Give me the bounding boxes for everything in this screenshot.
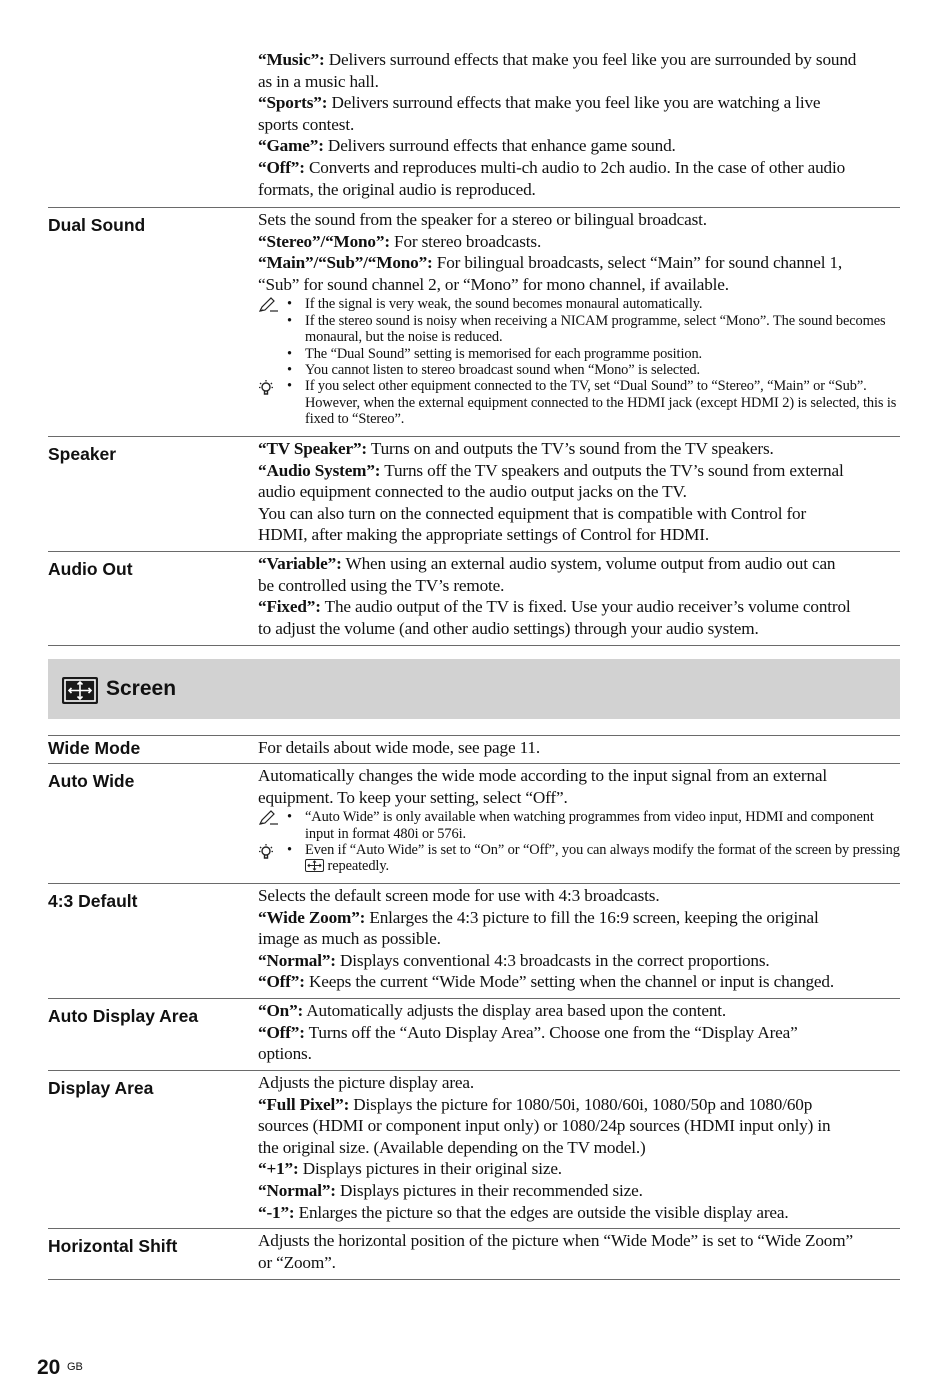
note-item: • If you select other equipment connected to the TV, set “Dual Sound” to “Stereo”, “Main” or “Sub”. However, when the external equipment connected to the HDMI jack (except HDMI 2) is selected, this is fixed to “Stereo”. (287, 378, 897, 428)
wide-mode-body (258, 737, 900, 759)
text-line: “Off”: Turns off the “Auto Display Area”. Choose one from the “Display Area” (258, 1022, 798, 1042)
horizontal-shift-label: Horizontal Shift (48, 1236, 178, 1256)
text-line: “Full Pixel”: Displays the picture for 1080/50i, 1080/60i, 1080/50p and 1080/60p (258, 1094, 813, 1114)
page-region-suffix: GB (67, 1361, 83, 1373)
section-display-area (48, 1070, 900, 1228)
dual-sound-tips (258, 378, 900, 427)
screen-section-title: Screen (106, 677, 177, 700)
wide-mode-text (258, 737, 900, 759)
note-item: • The “Dual Sound” setting is memorised for each programme position. (287, 345, 703, 362)
text-line: the original size. (Available depending on the TV model.) (258, 1137, 646, 1157)
text-line: be controlled using the TV’s remote. (258, 575, 505, 595)
text-line: formats, the original audio is reproduced. (258, 179, 536, 199)
text-line: “Wide Zoom”: Enlarges the 4:3 picture to fill the 16:9 screen, keeping the original (258, 907, 819, 927)
note-item: • If the signal is very weak, the sound becomes monaural automatically. (287, 296, 703, 313)
note-item: • You cannot listen to stereo broadcast sound when “Mono” is selected. (287, 362, 700, 378)
dual-sound-notes (258, 296, 900, 378)
speaker-body (258, 438, 900, 546)
text-line: “Main”/“Sub”/“Mono”: For bilingual broadcasts, select “Main” for sound channel 1, (258, 253, 843, 273)
horizontal-shift-text (258, 1230, 900, 1273)
text-line: “On”: Automatically adjusts the display area based upon the content. (258, 1001, 727, 1020)
text-line: “Stereo”/“Mono”: For stereo broadcasts. (258, 231, 542, 251)
surround-continued-body (258, 49, 900, 200)
section-dual-sound (48, 207, 900, 436)
43-default-label: 4:3 Default (48, 891, 138, 911)
text-line: HDMI, after making the appropriate settings of Control for HDMI. (258, 525, 710, 545)
text-line: to adjust the volume (and other audio settings) through your audio system. (258, 618, 759, 638)
text-line: “Variable”: When using an external audio system, volume output from audio out can (258, 554, 836, 573)
text-line: “+1”: Displays pictures in their original size. (258, 1159, 562, 1179)
text-line: For details about wide mode, see page 11. (258, 738, 540, 757)
dual-sound-text (258, 209, 900, 295)
auto-wide-body (258, 765, 900, 875)
speaker-text (258, 438, 900, 546)
auto-display-area-body (258, 1000, 900, 1065)
auto-wide-tip-text: Even if “Auto Wide” is set to “On” or “Off”, you can always modify the format of the screen by pressing (305, 842, 900, 858)
text-line: Adjusts the horizontal position of the picture when “Wide Mode” is set to “Wide Zoom” (258, 1231, 853, 1250)
section-horizontal-shift (48, 1228, 900, 1280)
text-line: “Audio System”: Turns off the TV speakers and outputs the TV’s sound from external (258, 460, 844, 480)
text-line: “-1”: Enlarges the picture so that the edges are outside the visible display area. (258, 1202, 789, 1222)
auto-wide-text (258, 765, 900, 808)
wide-button-icon (305, 859, 324, 872)
auto-display-area-label: Auto Display Area (48, 1006, 199, 1026)
43-default-text (258, 885, 900, 993)
text-line: sources (HDMI or component input only) or 1080/24p sources (HDMI input only) in (258, 1116, 831, 1136)
section-wide-mode (48, 735, 900, 763)
text-line: “Normal”: Displays conventional 4:3 broadcasts in the correct proportions. (258, 950, 770, 970)
text-line: “Fixed”: The audio output of the TV is fixed. Use your audio receiver’s volume control (258, 597, 851, 617)
note-item: • If the stereo sound is noisy when receiving a NICAM programme, select “Mono”. The sound becomes monaural, but the noise is reduced. (287, 312, 886, 346)
text-line: “Music”: Delivers surround effects that make you feel like you are surrounded by sound (258, 50, 857, 69)
text-line: sports contest. (258, 114, 355, 134)
text-line: “Off”: Converts and reproduces multi-ch audio to 2ch audio. In the case of other audio (258, 157, 846, 177)
auto-wide-tip-text-end: repeatedly. (327, 858, 389, 875)
wide-mode-label: Wide Mode (48, 738, 141, 758)
horizontal-shift-body (258, 1230, 900, 1273)
page-number: 20 (37, 1356, 61, 1379)
text-line: “Normal”: Displays pictures in their recommended size. (258, 1180, 643, 1200)
text-line: Automatically changes the wide mode according to the input signal from an external (258, 766, 828, 785)
text-line: equipment. To keep your setting, select “Off”. (258, 787, 568, 807)
section-surround-continued (48, 49, 900, 207)
text-line: image as much as possible. (258, 929, 441, 949)
display-area-body (258, 1072, 900, 1223)
surround-options-text (258, 49, 900, 200)
section-auto-display-area (48, 998, 900, 1070)
text-line: Selects the default screen mode for use with 4:3 broadcasts. (258, 886, 660, 905)
display-area-text (258, 1072, 900, 1223)
text-line: or “Zoom”. (258, 1252, 336, 1272)
text-line: options. (258, 1044, 312, 1064)
display-area-label: Display Area (48, 1078, 154, 1098)
screen-wide-icon (62, 677, 98, 704)
note-item: • “Auto Wide” is only available when watching programmes from video input, HDMI and component input in format 480i or 576i. (287, 809, 874, 842)
auto-display-area-text (258, 1000, 900, 1065)
text-line: Adjusts the picture display area. (258, 1073, 475, 1092)
text-line: “Game”: Delivers surround effects that enhance game sound. (258, 136, 676, 156)
section-audio-out (48, 551, 900, 646)
section-auto-wide (48, 763, 900, 883)
43-default-body (258, 885, 900, 993)
speaker-label: Speaker (48, 444, 117, 464)
text-line: “Off”: Keeps the current “Wide Mode” setting when the channel or input is changed. (258, 972, 834, 992)
auto-wide-notes (258, 809, 900, 842)
auto-wide-tip: • Even if “Auto Wide” is set to “On” or “Off”, you can always modify the format of the screen by pressing repeatedly. (287, 842, 900, 875)
screen-section-header (48, 659, 900, 719)
audio-out-label: Audio Out (48, 559, 133, 579)
section-43-default (48, 883, 900, 998)
dual-sound-label: Dual Sound (48, 215, 146, 235)
auto-wide-tips (258, 842, 900, 875)
text-line: Sets the sound from the speaker for a stereo or bilingual broadcast. (258, 210, 707, 229)
section-speaker (48, 436, 900, 551)
text-line: “Sub” for sound channel 2, or “Mono” for mono channel, if available. (258, 274, 729, 294)
audio-out-text (258, 553, 900, 639)
dual-sound-body (258, 209, 900, 428)
text-line: as in a music hall. (258, 71, 379, 91)
audio-out-body (258, 553, 900, 639)
text-line: “TV Speaker”: Turns on and outputs the TV’s sound from the TV speakers. (258, 439, 774, 458)
text-line: audio equipment connected to the audio output jacks on the TV. (258, 482, 687, 502)
text-line: “Sports”: Delivers surround effects that make you feel like you are watching a live (258, 93, 821, 113)
auto-wide-label: Auto Wide (48, 771, 135, 791)
text-line: You can also turn on the connected equipment that is compatible with Control for (258, 503, 807, 523)
